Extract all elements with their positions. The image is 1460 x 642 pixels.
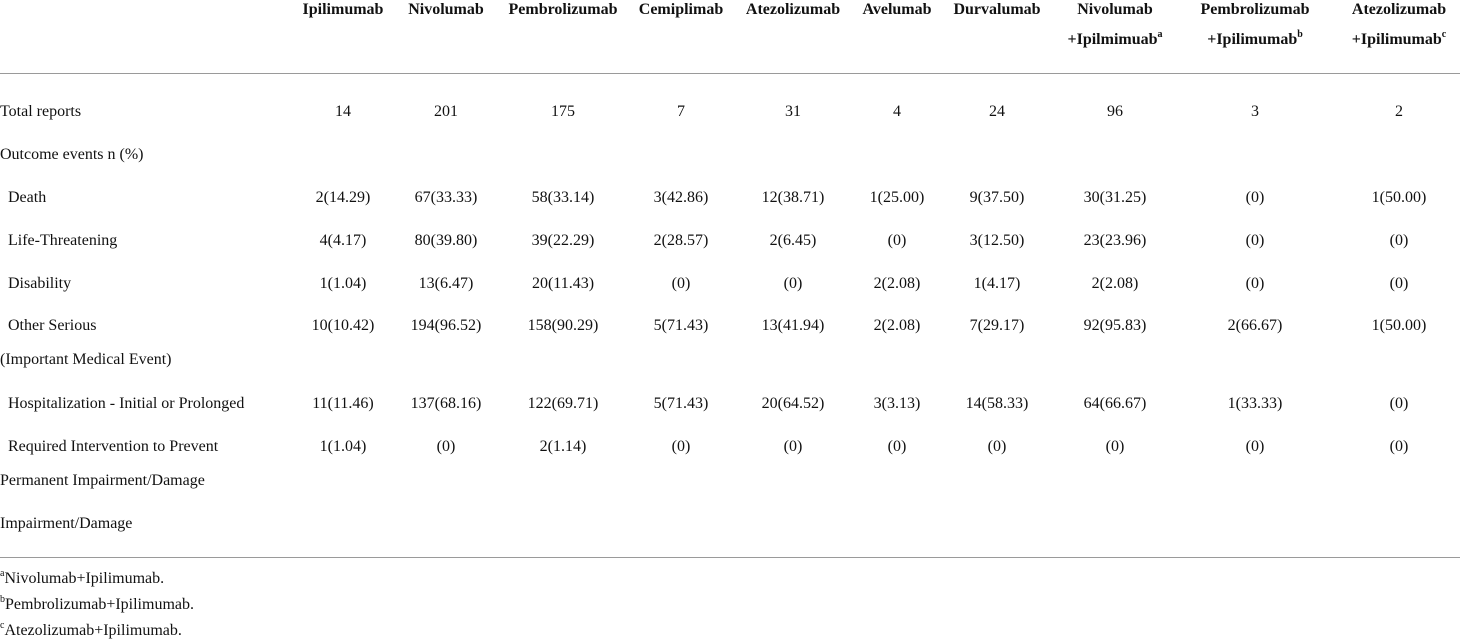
table-cell: (0) — [1245, 275, 1265, 292]
table-cell: (0) — [671, 438, 691, 455]
column-header-line1: Pembrolizumab — [508, 1, 618, 18]
table-cell: 3(42.86) — [653, 189, 709, 206]
table-cell: 1(25.00) — [869, 189, 925, 206]
column-header-line1: Durvalumab — [953, 1, 1041, 18]
table-cell: (0) — [1245, 232, 1265, 249]
column-header-line1: Cemiplimab — [638, 1, 724, 18]
table-cell: (0) — [1389, 395, 1409, 412]
table-cell: 2(2.08) — [1091, 275, 1139, 292]
table-cell: 3(3.13) — [873, 395, 921, 412]
header-top-divider — [0, 73, 1460, 74]
column-header-line1: Atezolizumab — [745, 1, 841, 18]
table-cell: 4 — [893, 103, 901, 120]
table-cell: 3 — [1251, 103, 1259, 120]
row-label: Required Intervention to Prevent — [8, 438, 219, 455]
table-cell: 7(29.17) — [969, 317, 1025, 334]
table-cell: 20(11.43) — [531, 275, 595, 292]
column-header-line1: Atezolizumab — [1351, 1, 1447, 18]
table-cell: 158(90.29) — [527, 317, 599, 334]
table-cell: 24 — [989, 103, 1005, 120]
footnote-marker: c — [1441, 28, 1447, 40]
table-cell: 64(66.67) — [1083, 395, 1147, 412]
footnote-text: Pembrolizumab+Ipilimumab. — [5, 596, 194, 613]
footnote-text: Atezolizumab+Ipilimumab. — [4, 622, 182, 639]
table-cell: 194(96.52) — [410, 317, 482, 334]
table-cell: (0) — [1105, 438, 1125, 455]
table-cell: 30(31.25) — [1083, 189, 1147, 206]
table-cell: 2(14.29) — [315, 189, 371, 206]
row-label: Permanent Impairment/Damage — [0, 472, 205, 489]
table-cell: 2(66.67) — [1227, 317, 1283, 334]
table-cell: 3(12.50) — [969, 232, 1025, 249]
table-cell: 9(37.50) — [969, 189, 1025, 206]
row-label: Impairment/Damage — [0, 515, 133, 532]
table-cell: (0) — [783, 275, 803, 292]
table-cell: 137(68.16) — [410, 395, 482, 412]
table-cell: (0) — [436, 438, 456, 455]
row-label: Other Serious — [8, 317, 97, 334]
table-cell: 5(71.43) — [653, 395, 709, 412]
table-cell: (0) — [887, 438, 907, 455]
footnote-marker: b — [1297, 28, 1303, 40]
table-cell: 2(1.14) — [539, 438, 587, 455]
table-cell: 7 — [677, 103, 685, 120]
table-cell: 1(1.04) — [319, 438, 367, 455]
column-header-line1: Nivolumab — [1077, 1, 1153, 18]
table-cell: 2(6.45) — [769, 232, 817, 249]
table-cell: 67(33.33) — [414, 189, 478, 206]
table-cell: (0) — [987, 438, 1007, 455]
footnote — [0, 621, 182, 641]
table-cell: 10(10.42) — [311, 317, 375, 334]
table-cell: 11(11.46) — [312, 395, 374, 412]
footnote-text: Nivolumab+Ipilimumab. — [4, 570, 165, 587]
table-cell: 2 — [1395, 103, 1403, 120]
row-label: Life-Threatening — [8, 232, 118, 249]
table-cell: 2(28.57) — [653, 232, 709, 249]
row-label: Outcome events n (%) — [0, 146, 144, 163]
table-cell: 2(2.08) — [873, 317, 921, 334]
table-cell: 20(64.52) — [761, 395, 825, 412]
table-cell: (0) — [783, 438, 803, 455]
column-header-line1: Avelumab — [862, 1, 932, 18]
footnote-marker: a — [0, 567, 5, 579]
table-cell: 2(2.08) — [873, 275, 921, 292]
table-cell: (0) — [671, 275, 691, 292]
table-cell: 201 — [434, 103, 458, 120]
table-cell: 1(50.00) — [1371, 189, 1427, 206]
footnote — [0, 595, 194, 615]
table-cell: 13(6.47) — [418, 275, 474, 292]
table-cell: 23(23.96) — [1083, 232, 1147, 249]
table-cell: (0) — [1389, 438, 1409, 455]
table-cell: 12(38.71) — [761, 189, 825, 206]
table-cell: 1(4.17) — [973, 275, 1021, 292]
table-cell: 39(22.29) — [531, 232, 595, 249]
table-cell: 96 — [1107, 103, 1123, 120]
table-cell: (0) — [1245, 189, 1265, 206]
footnote-marker: c — [0, 619, 5, 631]
table-cell: 1(1.04) — [319, 275, 367, 292]
table-cell: (0) — [1389, 275, 1409, 292]
table-cell: 31 — [785, 103, 801, 120]
column-header-line2-text: +Ipilimumab — [1207, 31, 1298, 48]
column-header-line1: Nivolumab — [408, 1, 484, 18]
table-bottom-divider — [0, 557, 1460, 558]
table-cell: 1(33.33) — [1227, 395, 1283, 412]
table-cell: 14 — [335, 103, 351, 120]
table-cell: 80(39.80) — [414, 232, 478, 249]
row-label: (Important Medical Event) — [0, 351, 172, 368]
table-cell: 1(50.00) — [1371, 317, 1427, 334]
table-cell: 13(41.94) — [761, 317, 825, 334]
column-header — [1309, 0, 1460, 51]
footnote — [0, 569, 164, 589]
row-label: Hospitalization - Initial or Prolonged — [8, 395, 245, 412]
column-header-line2 — [1309, 28, 1460, 51]
footnote-marker: b — [0, 593, 5, 605]
footnote-marker: a — [1157, 28, 1163, 40]
column-header-line1: Ipilimumab — [302, 1, 384, 18]
row-label: Death — [8, 189, 47, 206]
table-cell: 175 — [551, 103, 575, 120]
table-cell: (0) — [1389, 232, 1409, 249]
table-cell: (0) — [887, 232, 907, 249]
table-cell: 92(95.83) — [1083, 317, 1147, 334]
column-header-line2-text: +Ipilmimuab — [1067, 31, 1158, 48]
column-header-line2-text: +Ipilimumab — [1351, 31, 1442, 48]
row-label: Total reports — [0, 103, 82, 120]
row-label: Disability — [8, 275, 72, 292]
table-cell: (0) — [1245, 438, 1265, 455]
table-cell: 122(69.71) — [527, 395, 599, 412]
table-cell: 5(71.43) — [653, 317, 709, 334]
table-cell: 58(33.14) — [531, 189, 595, 206]
table-cell: 14(58.33) — [965, 395, 1029, 412]
column-header-line1: Pembrolizumab — [1200, 1, 1310, 18]
table-cell: 4(4.17) — [319, 232, 367, 249]
